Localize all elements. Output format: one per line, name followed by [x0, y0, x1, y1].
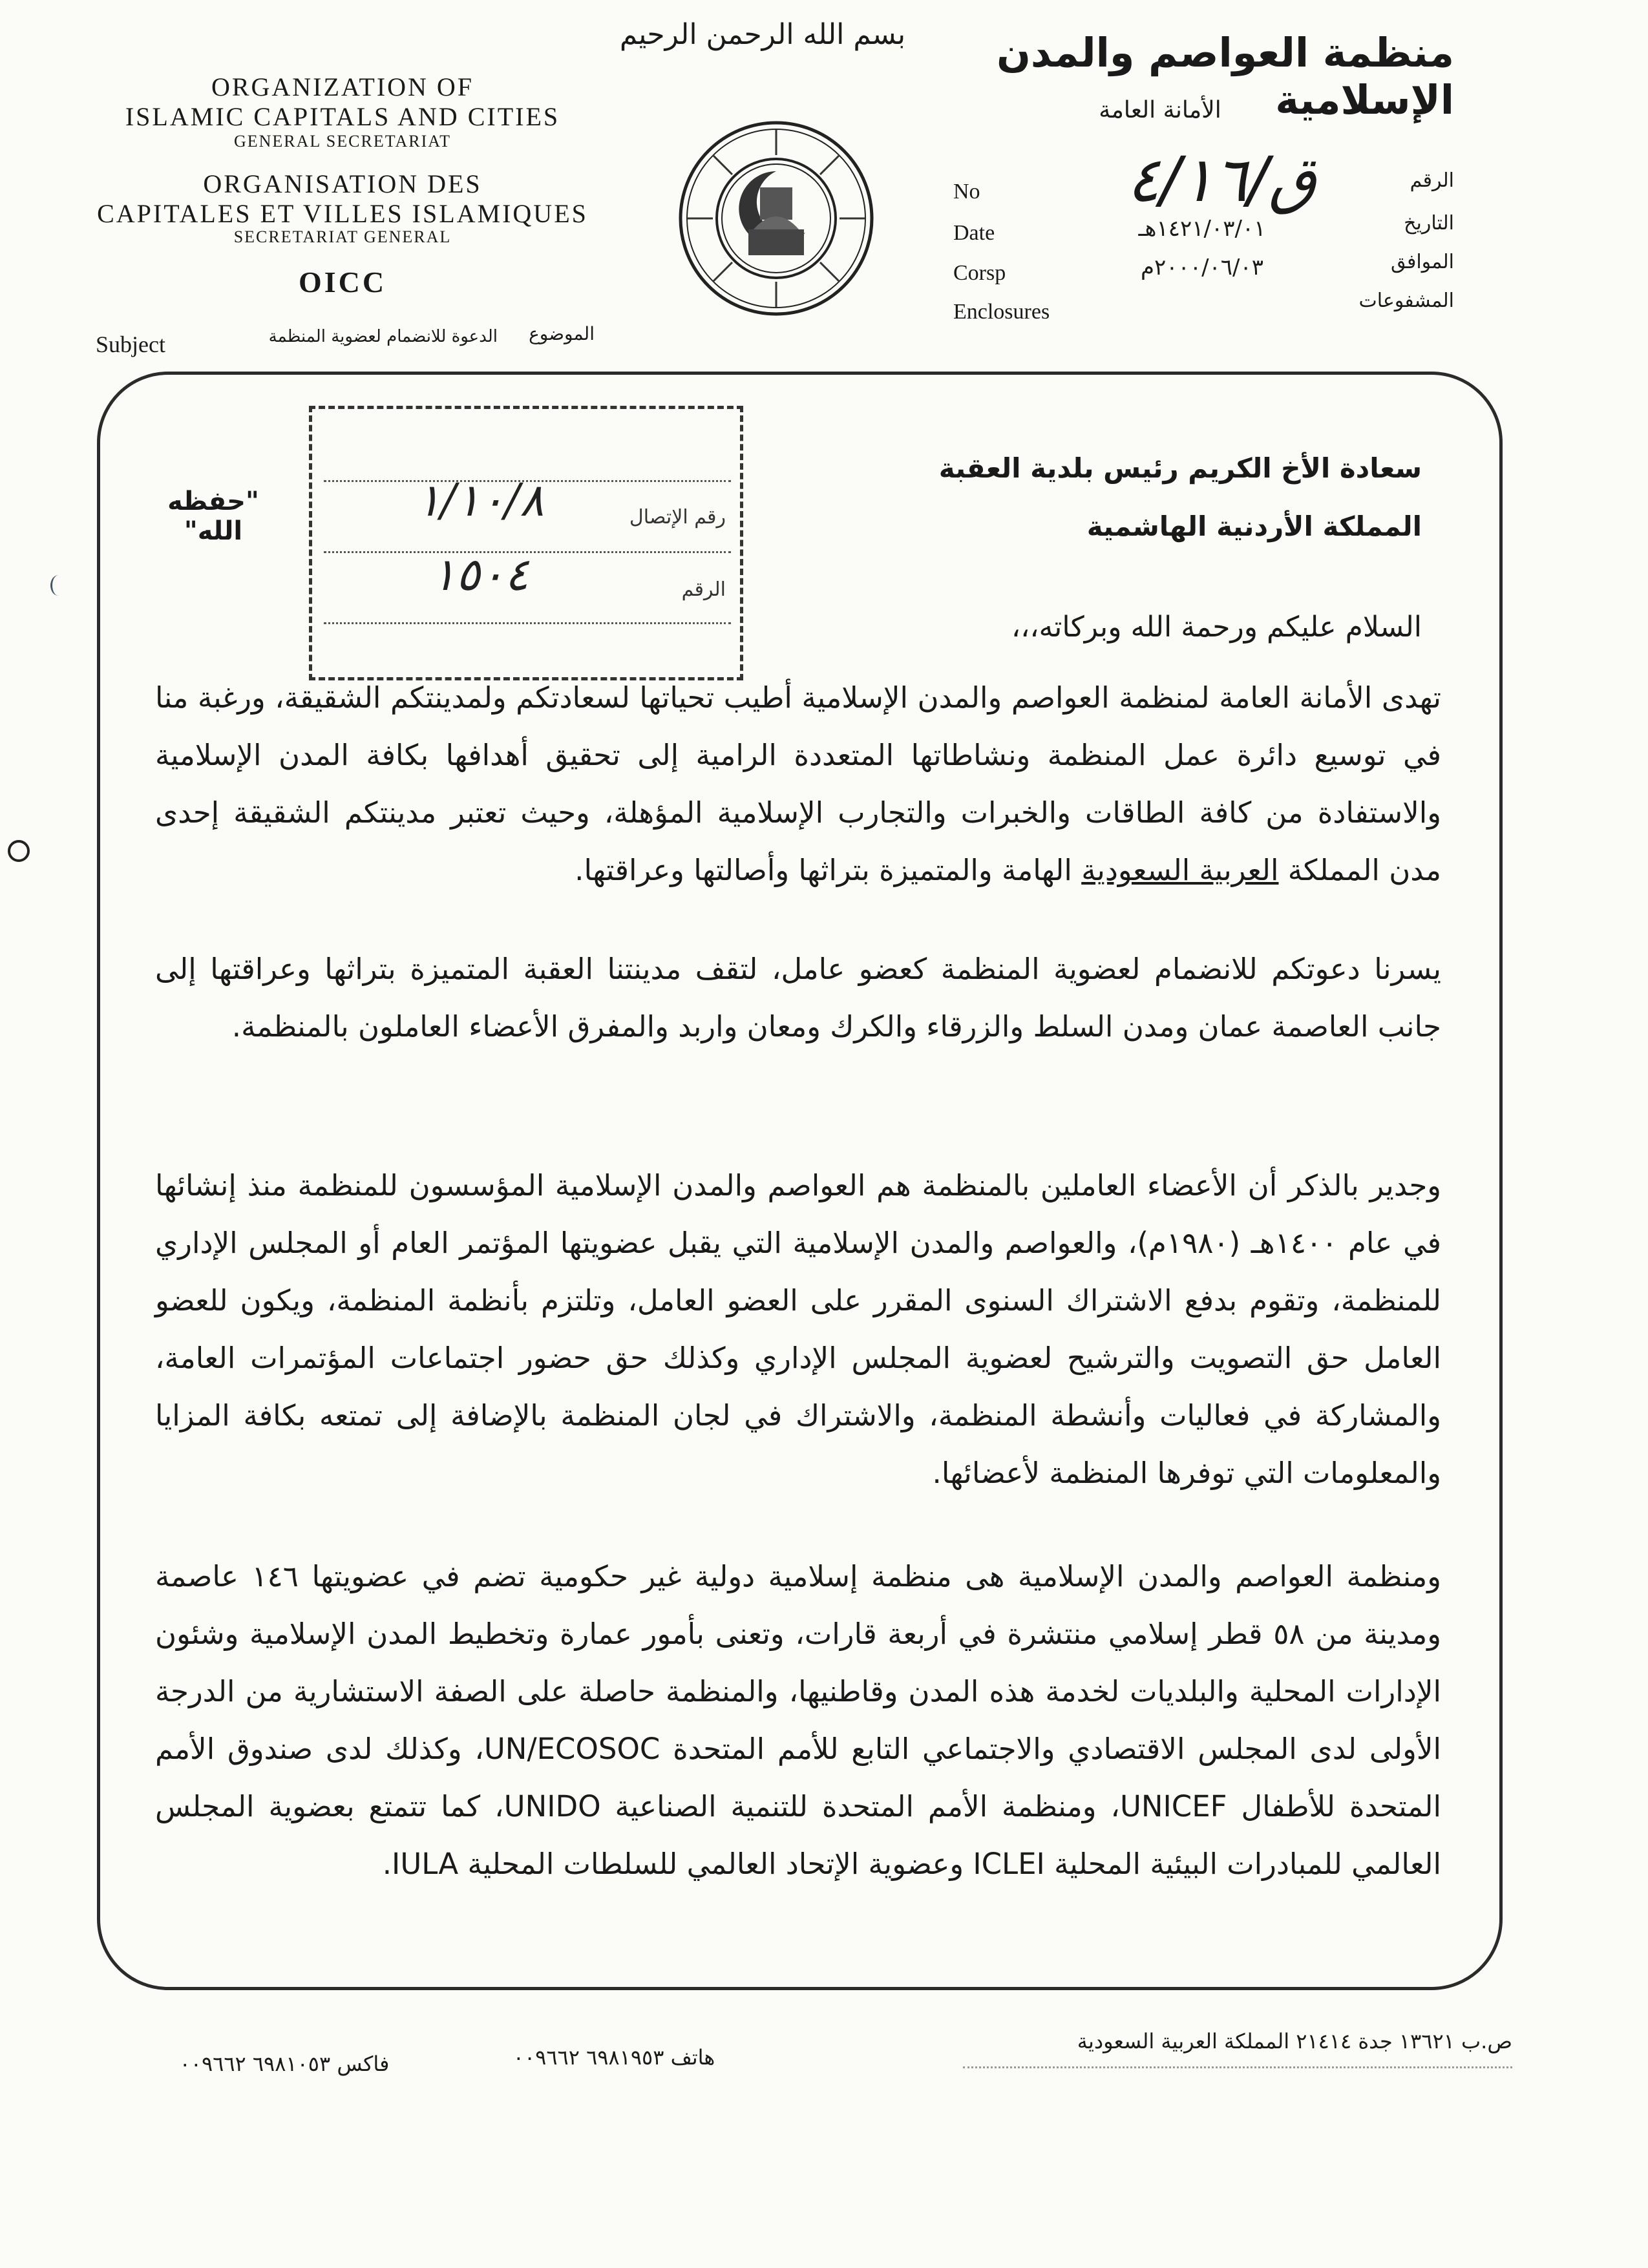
label-enclosures-en: Enclosures [953, 300, 1050, 324]
org-acronym: OICC [298, 266, 387, 299]
label-date-en: Date [953, 221, 995, 245]
stamp-handwritten-number: ١٥٠٤ [431, 548, 529, 601]
org-name-en-line1: ORGANIZATION OF [211, 72, 474, 101]
greeting: السلام عليكم ورحمة الله وبركاته،،، [1011, 611, 1422, 644]
org-name-fr [84, 169, 601, 229]
label-corsp-ar: الموافق [1390, 251, 1454, 273]
paragraph-1-text-a: تهدى الأمانة العامة لمنظمة العواصم والمدن الإسلامية أطيب تحياتها لسعادتكم ولمدينتكم الشقيقة، ورغبة منا في توسيع دائرة عمل المنظمة ونشاطاتها المتعددة الرامية إلى تحقيق أهدافها بكافة المدن الإسلامية والاستفادة من كافة الطاقات والخبرات والتجارب الإسلامية المؤهلة، وحيث تعتبر مدينتكم الشقيقة إحدى مدن المملكة [155, 680, 1441, 887]
punch-hole-icon [8, 840, 30, 862]
reference-number: ق/٤/١٦ [1126, 143, 1316, 216]
footer-address: ص.ب ١٣٦٢١ جدة ٢١٤١٤ المملكة العربية السعودية [1077, 2029, 1512, 2053]
paragraph-2: يسرنا دعوتكم للانضمام لعضوية المنظمة كعضو عامل، لتقف مدينتنا العقبة المتميزة بتراثها وعراقتها إلى جانب العاصمة عمان ومدن السلط والزرقاء والكرك ومعان واربد والمفرق الأعضاء العاملون بالمنظمة. [155, 952, 1441, 1044]
stamp-label-2: الرقم [681, 578, 726, 601]
footer-cutoff-line [963, 2066, 1512, 2068]
paragraph-3: وجدير بالذكر أن الأعضاء العاملين بالمنظمة هم العواصم والمدن الإسلامية المؤسسون للمنظمة منذ إنشائها في عام ١٤٠٠هـ (١٩٨٠م)، والعواصم والمدن الإسلامية التي يقبل عضويتها المؤتمر العام أو المجلس الإداري للمنظمة، وتقوم بدفع الاشتراك السنوى المقرر على العضو العامل، وتلتزم بأنظمة المنظمة، ويكون للعضو العامل حق التصويت والترشيح لعضوية المجلس الإداري وكذلك حق حضور اجتماعات المؤتمرات العامة، والمشاركة في فعاليات وأنشطة المنظمة، والاشتراك في لجان المنظمة بالإضافة إلى تمتعه بكافة المزايا والمعلومات التي توفرها المنظمة لأعضائها. [155, 1168, 1441, 1490]
label-no-en: No [953, 180, 980, 204]
footer-phone: هاتف ٦٩٨١٩٥٣ ٠٠٩٦٦٢ [512, 2045, 715, 2070]
date-value: ١٤٢١/٠٣/٠١هـ [1138, 216, 1266, 242]
honorific: "حفظه الله" [167, 487, 259, 546]
recipient-line-2: المملكة الأردنية الهاشمية [1086, 510, 1422, 542]
paragraph-1 [155, 669, 1441, 899]
paragraph-4: ومنظمة العواصم والمدن الإسلامية هى منظمة إسلامية دولية غير حكومية تضم في عضويتها ١٤٦ عاصمة ومدينة من ٥٨ قطر إسلامي منتشرة في أربعة قارات، وتعنى بأمور عمارة وتخطيط المدن الإسلامية وشئون الإدارات المحلية والبلديات لخدمة هذه المدن وقاطنيها، والمنظمة حاصلة على الصفة الاستشارية من الدرجة الأولى لدى المجلس الاقتصادي والاجتماعي التابع للأمم المتحدة UN/ECOSOC، وكذلك لدى صندوق الأمم المتحدة للأطفال UNICEF، ومنظمة الأمم المتحدة للتنمية الصناعية UNIDO، كما تتمتع بعضوية المجلس العالمي للمبادرات البيئية المحلية ICLEI وعضوية الإتحاد العالمي للسلطات المحلية IULA. [155, 1559, 1441, 1881]
org-name-ar: منظمة العواصم والمدن الإسلامية [997, 29, 1454, 123]
corsp-value: ٢٠٠٠/٠٦/٠٣م [1140, 255, 1264, 280]
secretariat-ar: الأمانة العامة [1099, 97, 1221, 123]
label-corsp-en: Corsp [953, 261, 1006, 285]
org-name-fr-line2: CAPITALES ET VILLES ISLAMIQUES [97, 199, 588, 228]
stamp-label-1: رقم الإتصال [629, 506, 726, 529]
organization-seal-icon [677, 120, 875, 317]
org-name-en-line2: ISLAMIC CAPITALS AND CITIES [125, 102, 560, 131]
stamp-divider [324, 622, 731, 624]
org-name-fr-line1: ORGANISATION DES [203, 169, 482, 198]
paragraph-1-text-b: الهامة والمتميزة بتراثها وأصالتها وعراقتها. [575, 853, 1072, 887]
basmala: بسم الله الرحمن الرحيم [619, 18, 906, 51]
org-name-en [84, 72, 601, 132]
subject-label-en: Subject [96, 331, 165, 357]
recipient-line-1: سعادة الأخ الكريم رئيس بلدية العقبة [938, 452, 1422, 484]
stamp-handwritten-date: ١/١٠/٨ [416, 474, 544, 527]
label-no-ar: الرقم [1410, 169, 1454, 192]
received-stamp [309, 406, 743, 680]
subject-value: الدعوة للانضمام لعضوية المنظمة [268, 327, 498, 346]
label-date-ar: التاريخ [1404, 212, 1454, 235]
footer-fax: فاكس ٦٩٨١٠٥٣ ٠٠٩٦٦٢ [179, 2052, 390, 2076]
paragraph-1-underlined: العربية السعودية [1081, 853, 1279, 887]
label-enclosures-ar: المشفوعات [1358, 289, 1454, 312]
secretariat-en: GENERAL SECRETARIAT [233, 132, 452, 151]
subject-label-ar: الموضوع [529, 323, 595, 344]
margin-mark-icon [50, 575, 67, 596]
secretariat-fr: SECRETARIAT GENERAL [233, 227, 452, 246]
